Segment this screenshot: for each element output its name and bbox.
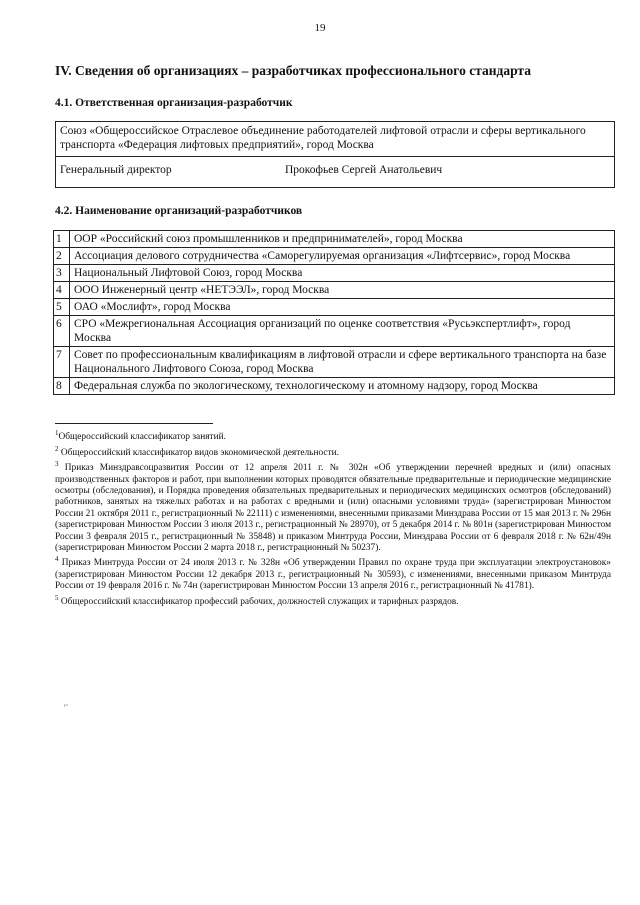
row-number: 1 [54, 231, 70, 248]
footnote-number: 5 [55, 593, 59, 602]
footnote-text: Общероссийский классификатор профессий рабочих, должностей служащих и тарифных разрядов. [58, 596, 459, 607]
footnote-text: Приказ Минтруда России от 24 июля 2013 г. № 328н «Об утверждении Правил по охране труда при эксплуатации электроустановок» (зарегистрирован Минюстом России 12 декабря 2013 г., регистрационный № 30593), с изменениями, внесенными приказом Минтруда России от 19 февраля 2016 г. № 74н (зарегистрирован Минюстом России 13 апреля 2016 г., регистрационный № 41781). [55, 558, 611, 592]
organization-name: Национальный Лифтовой Союз, город Москва [70, 265, 615, 282]
footnote-number: 1 [55, 429, 59, 437]
responsible-table [55, 121, 615, 188]
responsible-director-row [56, 157, 615, 188]
footnote-divider [55, 423, 213, 424]
row-number: 8 [54, 378, 70, 395]
organization-name: Совет по профессиональным квалификациям в лифтовой отрасли и сфере вертикального транспорта на базе Национального Лифтового Союза, город Москва [70, 347, 615, 378]
section-title: IV. Сведения об организациях – разработчиках профессионального стандарта [55, 63, 531, 78]
director-position: Генеральный директор [60, 164, 172, 176]
table-row [54, 299, 615, 316]
row-number: 7 [54, 347, 70, 378]
row-number: 4 [54, 282, 70, 299]
responsible-organization: Союз «Общероссийское Отраслевое объединение работодателей лифтовой отрасли и сферы вертикального транспорта «Федерация лифтовых предприятий», город Москва [56, 122, 615, 157]
footnote-number: 2 [55, 444, 59, 453]
responsible-heading: 4.1. Ответственная организация-разработчик [55, 97, 293, 109]
footnote-number: 3 [55, 460, 59, 469]
row-number: 5 [54, 299, 70, 316]
footnote [55, 459, 611, 554]
table-row [54, 231, 615, 248]
director-name: Прокофьев Сергей Анатольевич [285, 164, 443, 176]
footnote-text: Общероссийский классификатор занятий. [58, 432, 226, 443]
footnote [55, 444, 611, 460]
row-number: 2 [54, 248, 70, 265]
row-number: 3 [54, 265, 70, 282]
organization-name: СРО «Межрегиональная Ассоциация организаций по оценке соответствия «Русьэкспертлифт», город Москва [70, 316, 615, 347]
footnote [55, 554, 611, 592]
footnote [55, 593, 611, 609]
footnote-text: Общероссийский классификатор видов экономической деятельности. [58, 447, 340, 458]
organization-name: ООО Инженерный центр «НЕТЭЭЛ», город Москва [70, 282, 615, 299]
developers-table [53, 230, 615, 395]
footnote-number: 4 [55, 555, 59, 564]
table-row [54, 265, 615, 282]
organization-name: Ассоциация делового сотрудничества «Саморегулируемая организация «Лифтсервис», город Москва [70, 248, 615, 265]
table-row [54, 282, 615, 299]
table-row [54, 347, 615, 378]
developers-heading: 4.2. Наименование организаций-разработчиков [55, 205, 303, 217]
stray-mark: '` [64, 703, 69, 713]
row-number: 6 [54, 316, 70, 347]
organization-name: ОАО «Мослифт», город Москва [70, 299, 615, 316]
footnotes [55, 428, 611, 608]
footnote [55, 428, 611, 444]
table-row [54, 378, 615, 395]
footnote-text: Приказ Минздравсоцразвития России от 12 апреля 2011 г. № 302н «Об утверждении перечней вредных и (или) опасных производственных факторов и работ, при выполнении которых проводятся обязательные предварительные и периодические медицинские осмотры (обследования), и Порядка проведения обязательных предварительных и периодических медицинских осмотров (обследований) работников, занятых на тяжелых работах и на работах с вредными и (или) опасными условиями труда» (зарегистрирован Минюстом России 21 октября 2011 г., регистрационный № 22111) с изменениями, внесенными приказами Минздрава России от 15 мая 2013 г. № 296н (зарегистрирован Минюстом России 3 июля 2013 г., регистрационный № 28970), от 5 декабря 2014 г. № 801н (зарегистрирован Минюстом России 3 февраля 2015 г., регистрационный № 35848) и приказом Минтруда России, Минздрава России от 6 февраля 2018 г. № 62н/49н (зарегистрирован Минюстом России 2 марта 2018 г., регистрационный № 50237). [55, 463, 611, 554]
table-row [54, 316, 615, 347]
table-row [54, 248, 615, 265]
page-number: 19 [314, 22, 326, 34]
organization-name: ООР «Российский союз промышленников и предпринимателей», город Москва [70, 231, 615, 248]
organization-name: Федеральная служба по экологическому, технологическому и атомному надзору, город Москва [70, 378, 615, 395]
